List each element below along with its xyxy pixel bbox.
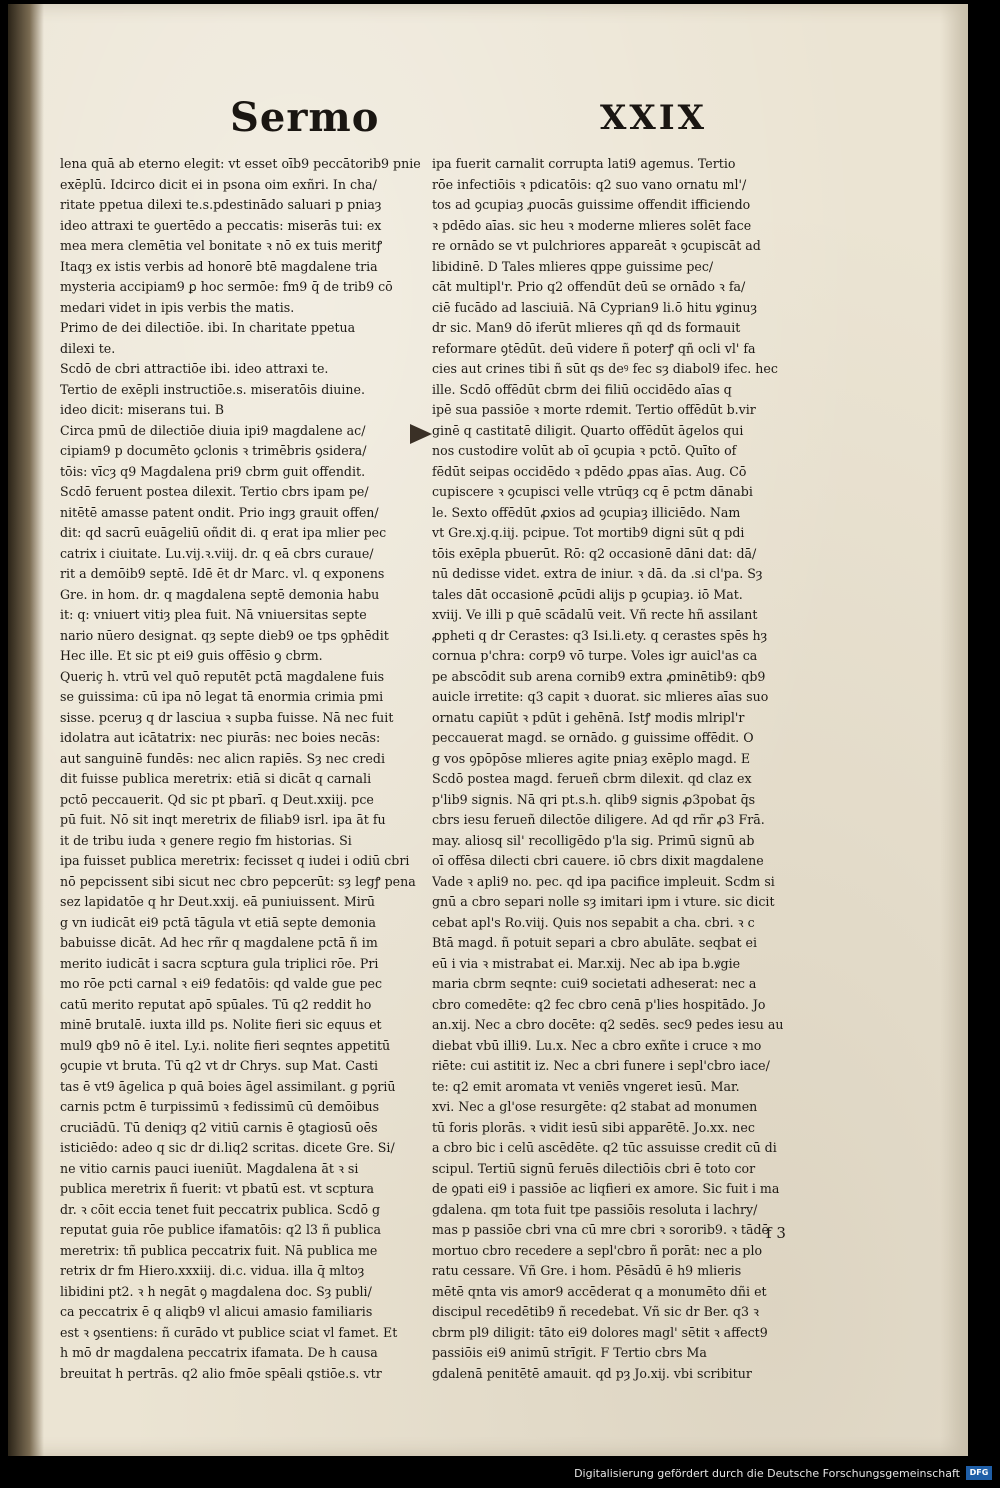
text-line: tōis: vīcȝ q9 Magdalena pri9 cbrm guit offendit.: [60, 463, 366, 479]
text-line: an.xij. Nec a cbro docēte: q2 sedēs. sec9 pedes iesu au: [432, 1017, 784, 1032]
text-line: fēdūt seipas occidēdo ꝛ pdēdo ꝓpas aīas. Aug. Cō: [432, 463, 747, 479]
text-line: cruciādū. Tū deniqȝ q2 vitiū carnis ē ꝯtagiosū oēs: [60, 1119, 378, 1135]
text-line: libidini pt2. ꝛ h negāt ꝯ magdalena doc. Sȝ publi/: [60, 1283, 372, 1299]
text-line: tos ad ꝯcupiaȝ ꝓuocās guissime offendit ifficiendo: [432, 197, 751, 212]
text-line: merito iudicāt i sacra scptura gula triplici rōe. Pri: [60, 955, 379, 971]
text-line: ciē fucādo ad lasciuiā. Nā Cyprian9 li.ō hitu ꝟginuȝ: [432, 299, 758, 315]
text-line: catū merito reputat apō spūales. Tū q2 reddit ho: [60, 996, 372, 1012]
text-line: medari videt in ipis verbis the matis.: [60, 299, 295, 315]
text-line: p'lib9 signis. Nā qri pt.s.h. qlib9 signis ꝓ3pobat q̄s: [432, 791, 756, 807]
text-line: passiōis ei9 animū strīgit. F Tertio cbrs Ma: [432, 1345, 707, 1360]
text-line: sez lapidatōe q hr Deut.xxij. eā puniuissent. Mirū: [60, 894, 375, 909]
text-line: aut sanguinē fundēs: nec alicn rapiēs. Sȝ nec credi: [60, 750, 385, 766]
text-line: Itaqȝ ex istis verbis ad honorē btē magdalene tria: [60, 258, 378, 274]
text-line: Hec ille. Et sic pt ei9 guis offēsio ꝯ cbrm.: [60, 648, 323, 663]
text-line: g vos ꝯpōpōse mlieres agite pniaȝ exēplo magd. E: [432, 750, 751, 766]
text-line: mea mera clemētia vel bonitate ꝛ nō ex tuis meritꝭ: [60, 238, 383, 253]
text-line: ꝓpheti q dr Cerastes: q3 Isi.li.ety. q cerastes spēs hȝ: [432, 627, 768, 643]
page-gutter-shadow: [8, 4, 44, 1456]
book-page: [8, 4, 968, 1456]
text-line: ipa fuisset publica meretrix: fecisset q iudei i odiū cbri: [60, 853, 410, 868]
text-line: Tertio de exēpli instructiōe.s. miseratōis diuine.: [60, 381, 366, 397]
footer-bar: [0, 1462, 1000, 1488]
text-line: pe abscōdit sub arena cornib9 extra ꝓminētib9: qb9: [432, 668, 766, 684]
text-line: le. Sexto offēdūt ꝓxios ad ꝯcupiaȝ illiciēdo. Nam: [432, 504, 741, 520]
text-line: mortuo cbro recedere a sepl'cbro ñ porāt: nec a plo: [432, 1242, 763, 1258]
text-line: rōe infectiōis ꝛ pdicatōis: q2 suo vano ornatu ml'/: [432, 176, 747, 192]
text-line: Scdō de cbri attractiōe ibi. ideo attraxi te.: [60, 361, 329, 376]
text-line: Circa pmū de dilectiōe diuia ipi9 magdalene ac/: [60, 422, 366, 438]
text-line: dit fuisse publica meretrix: etiā si dicāt q carnali: [60, 771, 372, 786]
folio-number: XXIX: [600, 98, 708, 138]
text-line: meretrix: tñ publica peccatrix fuit. Nā publica me: [60, 1242, 378, 1258]
text-line: libidinē. D Tales mlieres qppe guissime pec/: [432, 258, 714, 274]
text-line: cbrm pl9 diligit: tāto ei9 dolores magl' sētit ꝛ affect9: [432, 1324, 768, 1340]
text-line: tū foris plorās. ꝛ vidit iesū sibi apparētē. Jo.xx. nec: [432, 1119, 755, 1135]
text-line: cornua p'chra: corp9 vō turpe. Voles igr auicl'as ca: [432, 648, 758, 663]
text-line: mo rōe pcti carnal ꝛ ei9 fedatōis: qd valde gue pec: [60, 976, 383, 991]
text-line: gnū a cbro separi nolle sȝ imitari ipm i vture. sic dicit: [432, 894, 775, 909]
text-line: Vade ꝛ apli9 no. pec. qd ipa pacifice impleuit. Scdm si: [432, 873, 775, 889]
text-line: mētē qnta vis amor9 accēderat q a monumēto dñi et: [432, 1283, 767, 1299]
text-line: auicle irretite: q3 capit ꝛ duorat. sic mlieres aīas suo: [432, 689, 769, 704]
text-line: minē brutalē. iuxta illd ps. Nolite fieri sic equus et: [60, 1017, 382, 1032]
text-line: it de tribu iuda ꝛ genere regio fm historias. Si: [60, 832, 352, 848]
text-line: publica meretrix ñ fuerit: vt pbatū est. vt scptura: [60, 1181, 375, 1196]
dfg-logo-icon: DFG: [966, 1466, 992, 1480]
text-line: ornatu capiūt ꝛ pdūt i gehēnā. Istꝭ modis mlripl'r: [432, 709, 745, 725]
text-line: vt Gre.xj.q.iij. pcipue. Tot mortib9 digni sūt q pdi: [432, 525, 745, 540]
text-line: Scdō feruent postea dilexit. Tertio cbrs ipam pe/: [60, 484, 369, 499]
text-line: mas p passiōe cbri vna cū mre cbri ꝛ sororib9. ꝛ tādē: [432, 1222, 770, 1237]
text-line: ritate ppetua dilexi te.s.pdestinādo saluari p pniaȝ: [60, 197, 382, 212]
text-line: Btā magd. ñ potuit separi a cbro abulāte. seqbat ei: [432, 935, 758, 950]
text-line: babuisse dicāt. Ad hec rñr q magdalene pctā ñ im: [60, 935, 378, 950]
text-line: sisse. pceruȝ q dr lasciua ꝛ supba fuisse. Nā nec fuit: [60, 709, 394, 725]
text-line: de ꝯpati ei9 i passiōe ac liqfieri ex amore. Sic fuit i ma: [432, 1181, 780, 1196]
text-line: xvi. Nec a gl'ose resurgēte: q2 stabat ad monumen: [432, 1099, 758, 1114]
text-line: cies aut crines tibi ñ sūt qs deꝰ fec sȝ diabol9 ifec. hec: [432, 361, 778, 376]
text-line: diebat vbū illi9. Lu.x. Nec a cbro exñte i cruce ꝛ mo: [432, 1037, 762, 1053]
text-line: nario nūero designat. qȝ septe dieb9 oe tps ꝯphēdit: [60, 627, 389, 643]
right-text-column: [432, 154, 804, 1384]
text-line: ca peccatrix ē q aliqb9 vl alicui amasio familiaris: [60, 1304, 373, 1319]
text-line: scipul. Tertiū signū feruēs dilectiōis cbri ē toto cor: [432, 1160, 756, 1176]
text-line: ne vitio carnis pauci iueniūt. Magdalena āt ꝛ si: [60, 1160, 359, 1176]
page-fold-mark: [410, 424, 432, 444]
text-line: Primo de dei dilectiōe. ibi. In charitate ppetua: [60, 320, 356, 335]
signature-mark: f 3: [766, 1224, 786, 1242]
text-line: pū fuit. Nō sit inqt meretrix de filiab9 isrl. ipa āt fu: [60, 812, 386, 827]
text-line: nitētē amasse patent ondit. Prio ingȝ grauit offen/: [60, 504, 379, 520]
text-line: Scdō postea magd. ferueñ cbrm dilexit. qd claz ex: [432, 771, 752, 786]
text-line: discipul recedētib9 ñ recedebat. Vñ sic dr Ber. q3 ꝛ: [432, 1304, 759, 1319]
text-line: it: q: vniuert vitiȝ plea fuit. Nā vniuersitas septe: [60, 607, 367, 622]
text-line: g vn iudicāt ei9 pctā tāgula vt etiā septe demonia: [60, 914, 377, 930]
page-header: [8, 94, 968, 154]
text-line: ille. Scdō offēdūt cbrm dei filiū occidēdo aīas q: [432, 381, 732, 397]
text-line: Queriç h. vtrū vel quō reputēt pctā magdalene fuis: [60, 668, 385, 684]
text-line: dr sic. Man9 dō iferūt mlieres qñ qd ds formauit: [432, 320, 741, 335]
text-line: nos custodire volūt ab oī ꝯcupia ꝛ pctō. Quīto of: [432, 443, 737, 458]
text-line: tas ē vt9 āgelica p quā boies āgel assimilant. g pꝯriū: [60, 1078, 396, 1094]
text-line: te: q2 emit aromata vt veniēs vngeret iesū. Mar.: [432, 1078, 740, 1094]
text-line: eū i via ꝛ mistrabat ei. Mar.xij. Nec ab ipa b.ꝟgie: [432, 955, 741, 971]
text-line: mul9 qb9 nō ē itel. Ly.i. nolite fieri seqntes appetitū: [60, 1037, 391, 1053]
text-line: Gre. in hom. dr. q magdalena septē demonia habu: [60, 586, 380, 602]
text-line: isticiēdo: adeo q sic dr di.liq2 scritas. dicete Gre. Si/: [60, 1140, 395, 1155]
text-line: ipē sua passiōe ꝛ morte rdemit. Tertio offēdūt b.vir: [432, 402, 756, 417]
text-line: idolatra aut icātatrix: nec piurās: nec boies necās:: [60, 730, 381, 745]
text-line: catrix i ciuitate. Lu.vij.ꝛ.viij. dr. q eā cbrs curaue/: [60, 545, 374, 561]
text-line: dr. ꝛ cōit eccia tenet fuit peccatrix publica. Scdō g: [60, 1201, 381, 1217]
text-line: cbro comedēte: q2 fec cbro cenā p'lies hospitādo. Jo: [432, 996, 766, 1012]
text-line: pctō peccauerit. Qd sic pt pbarī. q Deut.xxiij. pce: [60, 791, 374, 807]
text-line: cāt multipl'r. Prio q2 offendūt deū se ornādo ꝛ fa/: [432, 279, 746, 294]
left-text-column: [60, 154, 430, 1384]
text-line: dit: qd sacrū euāgeliū oñdit di. q erat ipa mlier pec: [60, 525, 387, 540]
text-line: est ꝛ ꝯsentiens: ñ curādo vt publice sciat vl famet. Et: [60, 1324, 398, 1340]
text-line: maria cbrm seqnte: cui9 societati adheserat: nec a: [432, 976, 757, 991]
text-line: lena quā ab eterno elegit: vt esset oīb9 peccātorib9 pnie: [60, 156, 421, 171]
text-line: h mō dr magdalena peccatrix ifamata. De h causa: [60, 1345, 378, 1360]
text-line: xviij. Ve illi p quē scādalū veit. Vñ recte hñ assilant: [432, 607, 758, 622]
text-line: re ornādo se vt pulchriores appareāt ꝛ ꝯcupiscāt ad: [432, 238, 761, 253]
text-line: tōis exēpla pbuerūt. Rō: q2 occasionē dāni dat: dā/: [432, 545, 757, 561]
text-line: cupiscere ꝛ ꝯcupisci velle vtrūqȝ cq ē pctm dānabi: [432, 484, 753, 499]
text-line: reformare ꝯtēdūt. deū videre ñ poterꝭ qñ ocli vl' fa: [432, 340, 756, 356]
text-line: rit a demōib9 septē. Idē ēt dr Marc. vl. q exponens: [60, 566, 385, 581]
text-line: ideo dicit: miserans tui. B: [60, 402, 225, 417]
text-line: ginē q castitatē diligit. Quarto offēdūt āgelos qui: [432, 422, 744, 438]
text-line: tales dāt occasionē ꝓcūdi alijs p ꝯcupiaȝ. iō Mat.: [432, 586, 743, 602]
text-line: may. aliosq sil' recolligēdo p'la sig. Primū signū ab: [432, 832, 755, 848]
text-line: ideo attraxi te ꝯuertēdo a peccatis: miserās tui: ex: [60, 217, 382, 233]
text-line: nō pepcissent sibi sicut nec cbro pepcerūt: sȝ legꝭ pena: [60, 873, 416, 889]
text-line: oī offēsa dilecti cbri cauere. iō cbrs dixit magdalene: [432, 853, 764, 868]
funding-credit: Digitalisierung gefördert durch die Deutsche Forschungsgemeinschaft: [574, 1467, 960, 1480]
running-title: Sermo: [230, 94, 380, 141]
text-line: cbrs iesu ferueñ dilectōe diligere. Ad qd rñr ꝓ3 Frā.: [432, 812, 765, 827]
text-line: retrix dr fm Hiero.xxxiij. di.c. vidua. illa q̄ mltoȝ: [60, 1263, 365, 1278]
text-line: reputat guia rōe publice ifamatōis: q2 l3 ñ publica: [60, 1222, 381, 1237]
text-line: cipiam9 p documēto ꝯclonis ꝛ trimēbris ꝯsidera/: [60, 443, 367, 458]
text-line: cebat apl's Ro.viij. Quis nos sepabit a cha. cbri. ꝛ c: [432, 914, 755, 930]
text-line: breuitat h pertrās. q2 alio fmōe spēali qstiōe.s. vtr: [60, 1365, 382, 1381]
text-line: ipa fuerit carnalit corrupta lati9 agemus. Tertio: [432, 156, 736, 171]
text-line: ꝯcupie vt bruta. Tū q2 vt dr Chrys. sup Mat. Casti: [60, 1058, 379, 1073]
text-line: peccauerat magd. se ornādo. g guissime offēdit. O: [432, 730, 754, 745]
text-line: a cbro bic i celū ascēdēte. q2 tūc assuisse credit cū di: [432, 1140, 777, 1155]
text-line: gdalenā penitētē amauit. qd pȝ Jo.xij. vbi scribitur: [432, 1365, 752, 1381]
text-line: nū dedisse videt. extra de iniur. ꝛ dā. da .si cl'pa. Sȝ: [432, 566, 763, 581]
text-line: mysteria accipiam9 ꝑ hoc sermōe: fm9 q̄ de trib9 cō: [60, 279, 393, 294]
text-line: se guissima: cū ipa nō legat tā enormia crimia pmi: [60, 689, 384, 704]
page-edge: [940, 4, 968, 1456]
text-line: gdalena. qm tota fuit tpe passiōis resoluta i lachry/: [432, 1201, 758, 1217]
text-line: carnis pctm ē turpissimū ꝛ fedissimū cū demōibus: [60, 1099, 380, 1114]
text-line: dilexi te.: [60, 340, 116, 356]
text-line: ratu cessare. Vñ Gre. i hom. Pēsādū ē h9 mlieris: [432, 1263, 742, 1278]
text-line: exēplū. Idcirco dicit ei in psona oim exñri. In cha/: [60, 176, 377, 192]
text-line: riēte: cui astitit iz. Nec a cbri funere i sepl'cbro iace/: [432, 1058, 770, 1073]
text-line: ꝛ pdēdo aīas. sic heu ꝛ moderne mlieres solēt face: [432, 217, 752, 233]
